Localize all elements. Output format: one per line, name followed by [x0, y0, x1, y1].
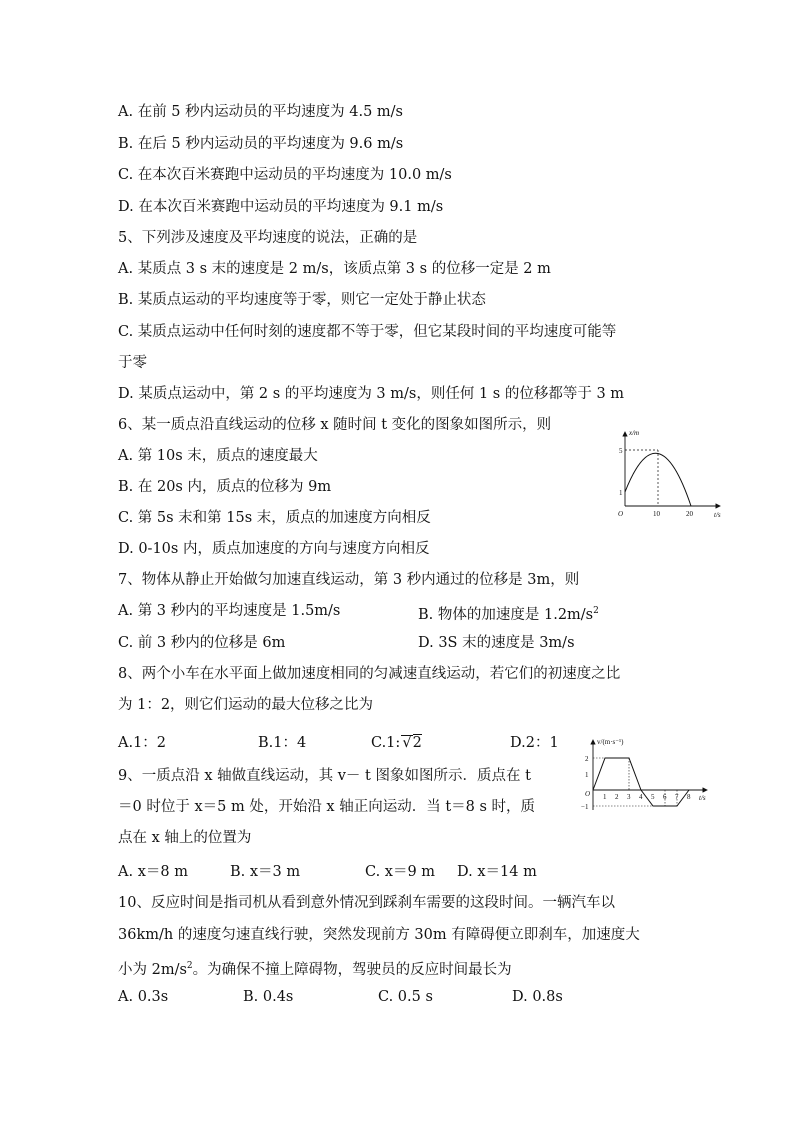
- q6-x-label: t/s: [714, 511, 721, 519]
- q6-stem: 6、某一质点沿直线运动的位移 x 随时间 t 变化的图象如图所示，则: [118, 417, 552, 433]
- q10-stem-line3-sup: 2: [186, 961, 193, 971]
- q8-option-c-text: C.1:: [371, 735, 401, 751]
- q9-x-tick-7: 7: [675, 793, 679, 801]
- q4-option-d: D. 在本次百米赛跑中运动员的平均速度为 9.1 m/s: [118, 199, 444, 215]
- q9-x-tick-5: 5: [651, 793, 655, 801]
- q8-option-c: [371, 733, 422, 753]
- q9-x-tick-8: 8: [687, 793, 691, 801]
- q9-option-c: C. x＝9 m: [365, 864, 436, 880]
- q5-option-d: D. 某质点运动中，第 2 s 的平均速度为 3 m/s，则任何 1 s 的位移都等于 3 m: [118, 386, 625, 402]
- q5-option-b: B. 某质点运动的平均速度等于零，则它一定处于静止状态: [118, 292, 486, 308]
- q5-option-c-line1: C. 某质点运动中任何时刻的速度都不等于零，但它某段时间的平均速度可能等: [118, 324, 617, 340]
- q6-x-tick-10: 10: [653, 510, 660, 518]
- q10-stem-line3-pre: 小为 2m/s: [118, 961, 187, 978]
- q5-option-a: A. 某质点 3 s 末的速度是 2 m/s，该质点第 3 s 的位移一定是 2 m: [118, 261, 551, 277]
- q7-option-c: C. 前 3 秒内的位移是 6m: [118, 635, 286, 651]
- q7-option-a: A. 第 3 秒内的平均速度是 1.5m/s: [118, 603, 341, 619]
- q8-stem-line1: 8、两个小车在水平面上做加速度相同的匀减速直线运动，若它们的初速度之比: [118, 666, 621, 682]
- q10-option-c: C. 0.5 s: [378, 989, 433, 1005]
- q6-y-label: x/m: [629, 429, 640, 437]
- q9-x-tick-6: 6: [663, 793, 667, 801]
- q7-stem: 7、物体从静止开始做匀加速直线运动，第 3 秒内通过的位移是 3m，则: [118, 572, 580, 588]
- q9-y-tick-1: 1: [585, 771, 589, 779]
- q8-option-d: D.2：1: [510, 735, 559, 751]
- q6-option-d: D. 0-10s 内，质点加速度的方向与速度方向相反: [118, 541, 430, 557]
- q7-option-b-sup: 2: [593, 606, 599, 616]
- q9-x-label: t/s: [699, 794, 706, 802]
- q8-option-c-radicand: 2: [412, 735, 422, 751]
- q9-origin: O: [585, 790, 591, 798]
- q8-option-a: A.1：2: [118, 735, 167, 751]
- q9-y-label: v/(m·s⁻¹): [597, 738, 624, 746]
- q9-x-tick-3: 3: [627, 793, 631, 801]
- q10-option-d: D. 0.8s: [512, 989, 563, 1005]
- q6-y-tick-1: 1: [619, 489, 623, 497]
- q9-stem-line3: 点在 x 轴上的位置为: [118, 830, 252, 846]
- q8-option-b: B.1：4: [258, 735, 307, 751]
- q8-stem-line2: 为 1：2，则它们运动的最大位移之比为: [118, 697, 374, 713]
- q9-x-tick-4: 4: [639, 793, 643, 801]
- q6-option-a: A. 第 10s 末，质点的速度最大: [118, 448, 318, 464]
- q6-y-tick-5: 5: [619, 447, 623, 455]
- q10-stem-line2: 36km/h 的速度匀速直线行驶，突然发现前方 30m 有障碍便立即刹车，加速度大: [118, 927, 640, 943]
- q9-y-tick-2: 2: [585, 755, 589, 763]
- q9-stem-line2: ＝0 时位于 x＝5 m 处，开始沿 x 轴正向运动．当 t＝8 s 时，质: [118, 799, 536, 815]
- q6-origin: O: [618, 510, 624, 518]
- q5-option-c-line2: 于零: [118, 355, 147, 371]
- q10-stem-line3-post: 。为确保不撞上障碍物，驾驶员的反应时间最长为: [192, 961, 512, 978]
- q6-option-b: B. 在 20s 内，质点的位移为 9m: [118, 479, 332, 495]
- q5-stem: 5、下列涉及速度及平均速度的说法，正确的是: [118, 230, 418, 246]
- q7-option-d: D. 3S 末的速度是 3m/s: [418, 635, 575, 651]
- q6-x-tick-20: 20: [686, 510, 693, 518]
- q9-y-tick-neg1: −1: [581, 803, 589, 811]
- q10-stem-line3: [118, 956, 512, 980]
- q4-option-b: B. 在后 5 秒内运动员的平均速度为 9.6 m/s: [118, 136, 404, 152]
- q10-option-b: B. 0.4s: [243, 989, 294, 1005]
- q10-option-a: A. 0.3s: [118, 989, 169, 1005]
- q4-option-c: C. 在本次百米赛跑中运动员的平均速度为 10.0 m/s: [118, 167, 452, 183]
- q9-x-tick-1: 1: [603, 793, 607, 801]
- q9-option-b: B. x＝3 m: [230, 864, 301, 880]
- q9-stem-line1: 9、一质点沿 x 轴做直线运动，其 v－ t 图象如图所示．质点在 t: [118, 768, 531, 784]
- q9-option-d: D. x＝14 m: [457, 864, 537, 880]
- q4-option-a: A. 在前 5 秒内运动员的平均速度为 4.5 m/s: [118, 104, 403, 120]
- q6-option-c: C. 第 5s 末和第 15s 末，质点的加速度方向相反: [118, 510, 431, 526]
- q8-option-c-sqrt: √: [402, 735, 412, 751]
- q10-stem-line1: 10、反应时间是指司机从看到意外情况到踩刹车需要的这段时间。一辆汽车以: [118, 895, 615, 911]
- q6-xt-graph: [612, 426, 727, 522]
- q9-x-tick-2: 2: [615, 793, 619, 801]
- q9-vt-graph: [575, 736, 713, 814]
- q9-option-a: A. x＝8 m: [118, 864, 188, 880]
- q7-option-b: [418, 601, 599, 625]
- q7-option-b-text: B. 物体的加速度是 1.2m/s: [418, 606, 594, 623]
